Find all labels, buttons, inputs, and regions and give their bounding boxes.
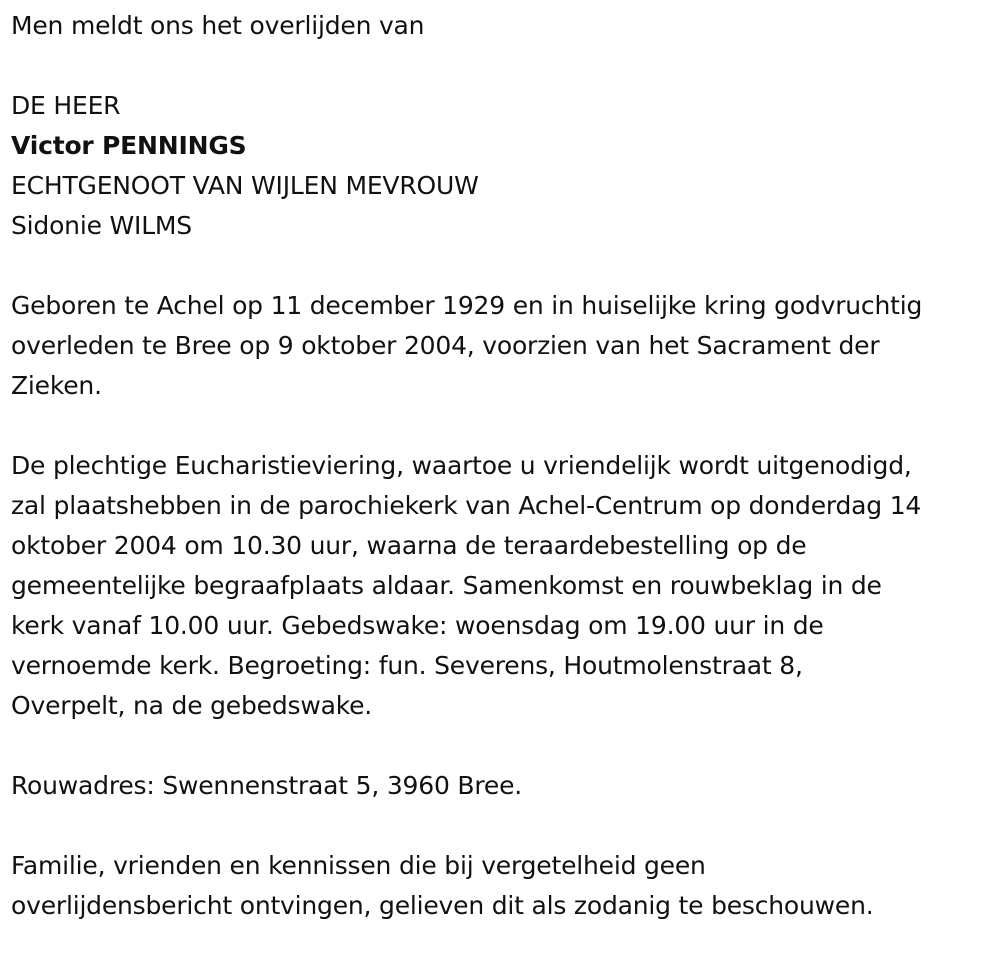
closing-paragraph bbox=[11, 846, 996, 926]
spacer bbox=[11, 806, 996, 846]
spacer bbox=[11, 46, 996, 86]
spacer bbox=[11, 406, 996, 446]
spacer bbox=[11, 246, 996, 286]
honorific: DE HEER bbox=[11, 91, 121, 120]
deceased-name: Victor PENNINGS bbox=[11, 131, 247, 160]
mourning-address: Rouwadres: Swennenstraat 5, 3960 Bree. bbox=[11, 771, 522, 800]
paragraph-line: gemeentelijke begraafplaats aldaar. Samenkomst en rouwbeklag in de bbox=[11, 571, 882, 600]
paragraph-line: Zieken. bbox=[11, 371, 102, 400]
paragraph-line: vernoemde kerk. Begroeting: fun. Severens, Houtmolenstraat 8, bbox=[11, 651, 803, 680]
paragraph-line: oktober 2004 om 10.30 uur, waarna de teraardebestelling op de bbox=[11, 531, 807, 560]
paragraph-line: kerk vanaf 10.00 uur. Gebedswake: woensdag om 19.00 uur in de bbox=[11, 611, 824, 640]
paragraph-line: Geboren te Achel op 11 december 1929 en in huiselijke kring godvruchtig bbox=[11, 291, 923, 320]
ceremony-paragraph bbox=[11, 446, 996, 726]
birth-death-paragraph bbox=[11, 286, 996, 406]
paragraph-line: overlijdensbericht ontvingen, gelieven dit als zodanig te beschouwen. bbox=[11, 891, 874, 920]
spacer bbox=[11, 726, 996, 766]
paragraph-line: Familie, vrienden en kennissen die bij vergetelheid geen bbox=[11, 851, 706, 880]
paragraph-line: zal plaatshebben in de parochiekerk van Achel-Centrum op donderdag 14 bbox=[11, 491, 922, 520]
paragraph-line: De plechtige Eucharistieviering, waartoe u vriendelijk wordt uitgenodigd, bbox=[11, 451, 912, 480]
obituary-notice bbox=[11, 6, 996, 926]
paragraph-line: Overpelt, na de gebedswake. bbox=[11, 691, 373, 720]
spouse-name: Sidonie WILMS bbox=[11, 211, 192, 240]
paragraph-line: overleden te Bree op 9 oktober 2004, voorzien van het Sacrament der bbox=[11, 331, 880, 360]
intro-text: Men meldt ons het overlijden van bbox=[11, 11, 425, 40]
relation-text: ECHTGENOOT VAN WIJLEN MEVROUW bbox=[11, 171, 479, 200]
